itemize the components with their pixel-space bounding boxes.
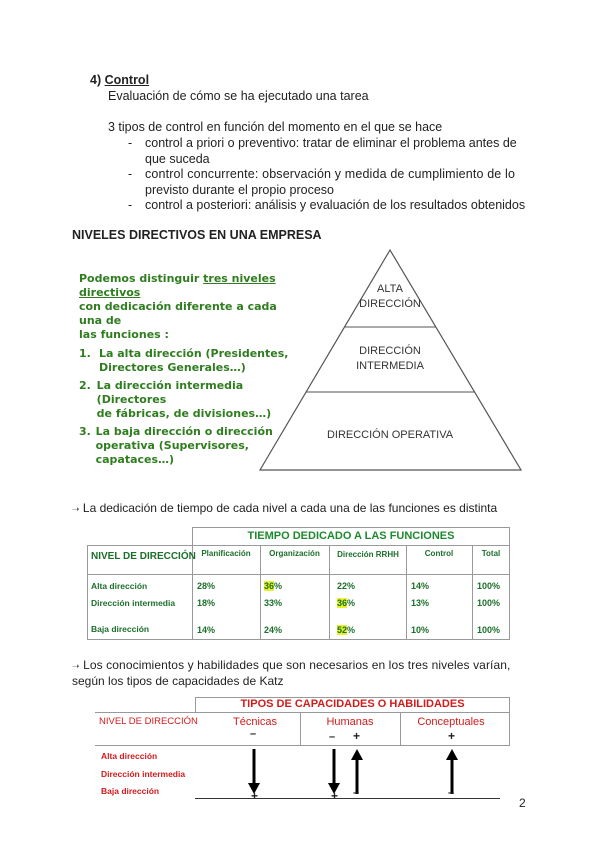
bullet-list <box>0 135 600 215</box>
pyramid-mid-line2: INTERMEDIA <box>356 360 424 372</box>
levels-desc-line1a: Podemos distinguir <box>79 272 204 285</box>
skills-row-intermedia: Dirección intermedia <box>101 769 186 779</box>
time-table <box>87 527 510 640</box>
bullet-1-line2: que suceda <box>145 152 210 166</box>
time-table-grid <box>87 527 510 640</box>
table-cell: 28% <box>197 581 216 591</box>
arrow-icon: ➝ <box>72 661 80 671</box>
table-cell: 10% <box>411 625 430 635</box>
table-cell-highlighted: 36% <box>264 581 283 591</box>
minus-sign: – <box>329 731 336 743</box>
col-header-organizacion: Organización <box>269 549 320 558</box>
col-header-planificacion: Planificación <box>201 549 251 558</box>
skills-note-line2: según los tipos de capacidades de Katz <box>72 674 284 688</box>
col-header-control: Control <box>424 549 454 558</box>
levels-desc-line2: con dedicación diferente a cada una de <box>79 300 277 327</box>
arrow-up-conceptuales-head <box>446 749 458 760</box>
table-cell: 13% <box>411 598 430 608</box>
row-level: Baja dirección <box>91 624 150 634</box>
bullet-mark: - <box>128 198 133 212</box>
pyramid-bottom-label: DIRECCIÓN OPERATIVA <box>326 429 454 441</box>
section-number: 4) <box>90 73 102 87</box>
levels-desc-line1b: tres niveles directivos <box>79 272 276 299</box>
plus-sign: + <box>353 729 361 743</box>
table-cell: 22% <box>337 581 356 591</box>
table-cell: 100% <box>477 598 501 608</box>
table-cell: 100% <box>477 581 501 591</box>
levels-item-3: 3. La baja dirección o dirección operativa (Supervisores, capataces…) <box>79 425 273 466</box>
col-header-direccion-rrhh: Dirección RRHH <box>337 550 399 559</box>
table-cell-highlighted: 52% <box>337 625 356 635</box>
bullet-2-line2: previsto durante el propio proceso <box>145 183 335 197</box>
skills-table <box>95 697 510 805</box>
table-cell: 100% <box>477 625 501 635</box>
col-header-total: Total <box>481 549 501 558</box>
bullet-mark: - <box>128 136 133 150</box>
table-cell: 14% <box>197 625 216 635</box>
pyramid-mid-line1: DIRECCIÓN <box>359 345 421 357</box>
pyramid-top-line2: DIRECCIÓN <box>359 298 421 310</box>
row-level: Dirección intermedia <box>91 598 176 608</box>
skills-row-baja: Baja dirección <box>101 786 160 796</box>
section-intro: 3 tipos de control en función del momento en el que se hace <box>108 120 443 134</box>
plus-sign: + <box>331 789 339 803</box>
table-cell: 33% <box>264 598 283 608</box>
levels-desc-line3: las funciones : <box>79 328 169 341</box>
table-cell-highlighted: 36% <box>337 598 356 608</box>
skills-note: ➝ Los conocimientos y habilidades que son necesarios en los tres niveles varían, <box>72 658 511 672</box>
bullet-2-line1: control concurrente: observación y medida de cumplimiento de lo <box>145 167 516 181</box>
levels-item-1: 1. La alta dirección (Presidentes, Directores Generales…) <box>79 347 289 374</box>
bullet-3-line1: control a posteriori: análisis y evaluación de los resultados obtenidos <box>145 198 526 212</box>
minus-sign: – <box>353 787 360 799</box>
skills-row-alta: Alta dirección <box>101 751 158 761</box>
table-cell: 14% <box>411 581 430 591</box>
time-note: ➝ La dedicación de tiempo de cada nivel a cada una de las funciones es distinta <box>72 501 498 515</box>
plus-sign: + <box>251 789 259 803</box>
levels-heading: NIVELES DIRECTIVOS EN UNA EMPRESA <box>72 228 322 242</box>
table-cell: 18% <box>197 598 216 608</box>
skills-col-tecnicas: Técnicas <box>232 716 278 728</box>
page-number: 2 <box>519 796 526 810</box>
section-title: Control <box>104 73 150 87</box>
time-table-level-header: NIVEL DE DIRECCIÓN <box>91 551 196 562</box>
time-table-title: TIEMPO DEDICADO A LAS FUNCIONES <box>247 530 455 542</box>
pyramid-top-line1: ALTA <box>377 283 403 295</box>
skills-table-title: TIPOS DE CAPACIDADES O HABILIDADES <box>240 698 465 710</box>
bullet-mark: - <box>128 167 133 181</box>
arrow-up-humanas-head <box>351 749 363 760</box>
row-level: Alta dirección <box>91 581 148 591</box>
plus-sign: + <box>448 729 456 743</box>
levels-pyramid <box>255 246 530 474</box>
skills-col-humanas: Humanas <box>326 716 374 728</box>
levels-item-2: 2. La dirección intermedia (Directores de fábricas, de divisiones…) <box>79 379 272 420</box>
minus-sign: – <box>250 728 257 740</box>
skills-col-conceptuales: Conceptuales <box>417 716 485 728</box>
section-heading <box>90 72 149 88</box>
minus-sign: – <box>448 787 455 799</box>
arrow-icon: ➝ <box>72 504 80 514</box>
table-cell: 24% <box>264 625 283 635</box>
bullet-1-line1: control a priori o preventivo: tratar de eliminar el problema antes de <box>145 136 517 150</box>
skills-table-level-header: NIVEL DE DIRECCIÓN <box>99 716 198 727</box>
section-subtitle: Evaluación de cómo se ha ejecutado una tarea <box>108 89 369 103</box>
